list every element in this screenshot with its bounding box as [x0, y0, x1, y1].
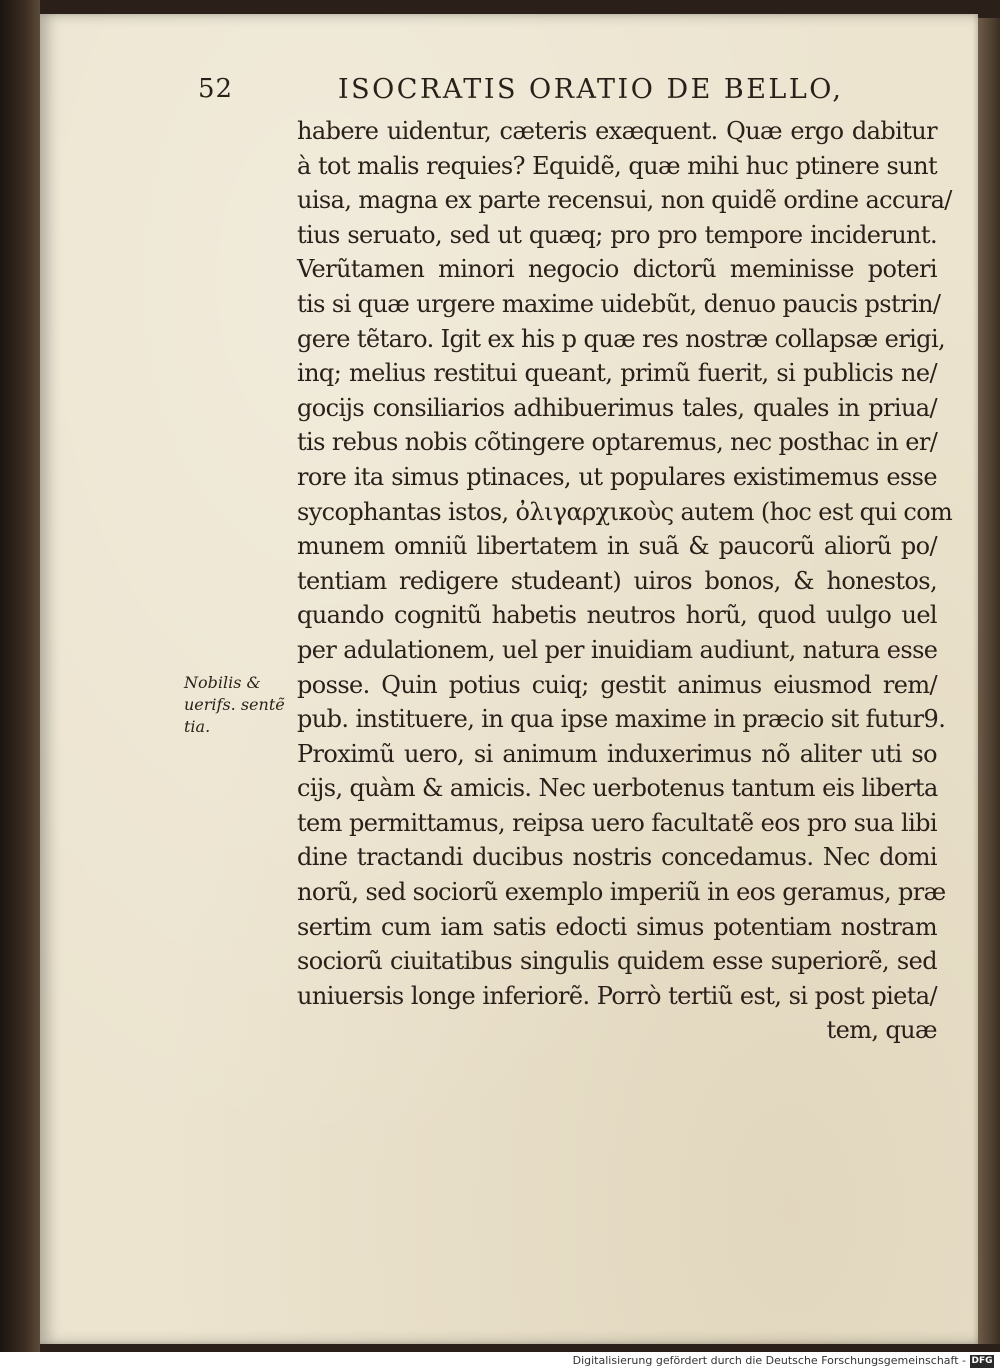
marginal-note-line: uerifs. sentẽ — [184, 695, 285, 714]
text-line: uniuersis longe inferiorẽ. Porrò tertiũ est, si post pieta/ — [297, 981, 937, 1010]
text-line: cijs, quàm & amicis. Nec uerbotenus tantum eis liberta — [297, 774, 938, 803]
text-line: sociorũ ciuitatibus singulis quidem esse superiorẽ, sed — [297, 947, 937, 976]
text-line: tentiam redigere studeant) uiros bonos, & honestos, — [297, 566, 937, 595]
text-line: Proximũ uero, si animum induxerimus nõ aliter uti so — [297, 739, 937, 768]
text-line: quando cognitũ habetis neutros horũ, quod uulgo uel — [297, 601, 937, 630]
book-spine — [0, 0, 40, 1352]
catchword-line: tem, quæ — [826, 1016, 937, 1045]
text-line: tis si quæ urgere maxime uidebũt, denuo paucis pstrin/ — [297, 289, 941, 318]
funding-credit: Digitalisierung gefördert durch die Deutsche Forschungsgemeinschaft - — [572, 1354, 966, 1367]
text-line: norũ, sed sociorũ exemplo imperiũ in eos geramus, præ — [297, 878, 946, 907]
text-line: à tot malis requies? Equidẽ, quæ mihi huc ptinere sunt — [297, 151, 937, 180]
text-line: sycophantas istos, ὀλιγαρχικοὺς autem (hoc est qui com — [297, 497, 953, 526]
digitization-footer — [0, 1352, 1000, 1371]
text-line: gere tẽtaro. Igit ex his p quæ res nostræ collapsæ erigi, — [297, 324, 946, 353]
marginal-note — [184, 672, 294, 738]
text-line: rore ita simus ptinaces, ut populares existimemus esse — [297, 462, 937, 491]
page-edge — [978, 18, 1000, 1344]
text-line: munem omniũ libertatem in suã & paucorũ aliorũ po/ — [297, 532, 937, 561]
text-line: sertim cum iam satis edocti simus potentiam nostram — [297, 912, 937, 941]
text-line: Verũtamen minori negocio dictorũ meminisse poteri — [297, 255, 937, 284]
text-line: gocijs consiliarios adhibuerimus tales, quales in priua/ — [297, 393, 937, 422]
body-text — [297, 114, 953, 1048]
text-line: per adulationem, uel per inuidiam audiunt, natura esse — [297, 635, 938, 664]
text-line: tem permittamus, reipsa uero facultatẽ eos pro sua libi — [297, 808, 937, 837]
text-line: uisa, magna ex parte recensui, non quidẽ ordine accura/ — [297, 186, 952, 215]
page-header — [40, 74, 978, 110]
dfg-logo: DFG — [971, 1356, 993, 1366]
book-page — [40, 14, 978, 1344]
page-number: 52 — [198, 74, 234, 104]
text-line: tis rebus nobis cõtingere optaremus, nec posthac in er/ — [297, 428, 938, 457]
text-line: pub. instituere, in qua ipse maxime in præcio sit futur9. — [297, 705, 946, 734]
marginal-note-line: tia. — [184, 717, 211, 736]
text-line: habere uidentur, cæteris exæquent. Quæ ergo dabitur — [297, 117, 937, 145]
running-head: ISOCRATIS ORATIO DE BELLO, — [338, 74, 844, 105]
text-line: tius seruato, sed ut quæq; pro pro tempore inciderunt. — [297, 220, 937, 249]
text-line: inq; melius restitui queant, primũ fuerit, si publicis ne/ — [297, 359, 937, 388]
text-line: posse. Quin potius cuiq; gestit animus eiusmod rem/ — [297, 670, 937, 699]
text-line: dine tractandi ducibus nostris concedamus. Nec domi — [297, 843, 937, 872]
marginal-note-line: Nobilis & — [184, 673, 261, 692]
